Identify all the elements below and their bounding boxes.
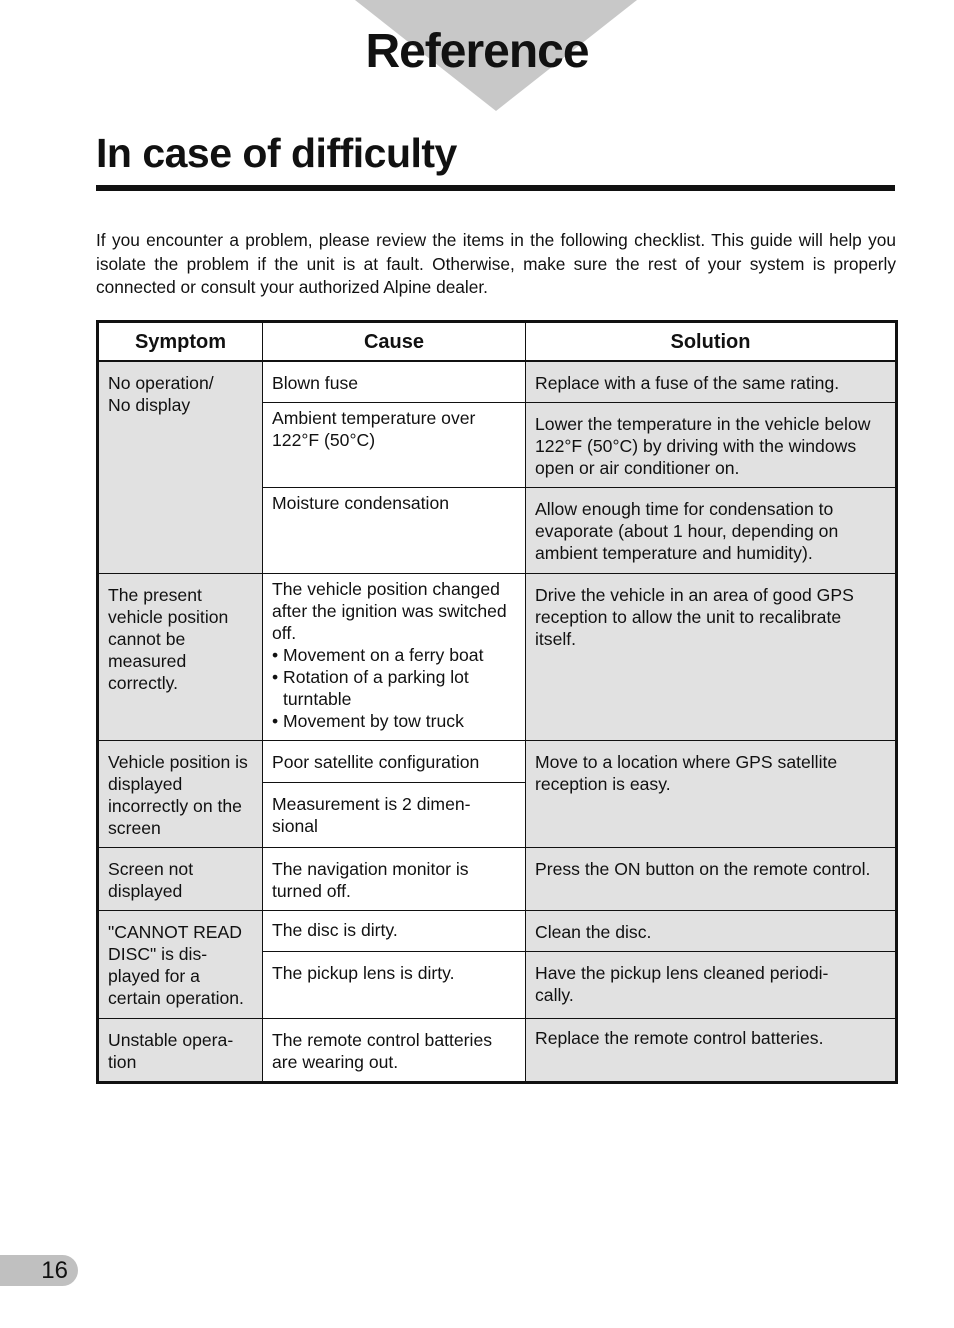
intro-paragraph: If you encounter a problem, please review the items in the following checklist. This guide will help you isolate the problem if the unit is at fault. Otherwise, make sure the rest of your system is properly connected or consult your authorized Alpine dealer. [96,230,896,297]
troubleshooting-table [96,320,898,1084]
cause-cell: The pickup lens is dirty. [263,952,526,1019]
solution-cell: Move to a location where GPS satellite reception is easy. [526,741,897,848]
heading-divider [96,185,895,191]
cause-cell: The disc is dirty. [263,911,526,952]
cause-cell: Moisture condensation [263,488,526,574]
cause-cell: The navigation monitor is turned off. [263,848,526,911]
page-number: 16 [0,1255,78,1286]
symptom-cell: The present vehicle position cannot be measured correctly. [98,574,263,741]
symptom-cell: Screen not displayed [98,848,263,911]
solution-cell: Drive the vehicle in an area of good GPS reception to allow the unit to recalibrate itself. [526,574,897,741]
solution-cell: Replace with a fuse of the same rating. [526,361,897,403]
table-row [98,361,897,403]
solution-cell: Clean the disc. [526,911,897,952]
section-title: Reference [365,25,589,78]
table-row [98,848,897,911]
symptom-cell: Vehicle position is displayed incorrectly on the screen [98,741,263,848]
symptom-column-header: Symptom [98,322,263,362]
table-row [98,741,897,783]
table-row [98,911,897,952]
symptom-cell [98,911,263,1019]
cause-intro: The vehicle position changed after the ignition was switched off. [272,579,507,643]
cause-text: Measurement is 2 dimen- sional [272,794,471,837]
solution-cell [526,952,897,1019]
cause-cell [263,783,526,848]
symptom-cell [98,1019,263,1083]
solution-cell: Replace the remote control batteries. [526,1019,897,1083]
symptom-text: No operation/ No display [108,373,214,415]
cause-cell: The remote control batteries are wearing out. [263,1019,526,1083]
cause-column-header: Cause [263,322,526,362]
cause-bullet: • Movement on a ferry boat [272,644,517,666]
solution-cell: Press the ON button on the remote control. [526,848,897,911]
symptom-cell [98,361,263,574]
solution-column-header: Solution [526,322,897,362]
cause-cell: Blown fuse [263,361,526,403]
cause-cell [263,574,526,741]
cause-bullet: • Rotation of a parking lot turntable [272,666,517,710]
solution-text: Have the pickup lens cleaned periodi- cally. [535,963,829,1005]
solution-cell: Lower the temperature in the vehicle below 122°F (50°C) by driving with the windows open or air conditioner on. [526,403,897,488]
symptom-text: Unstable opera- tion [108,1030,234,1072]
cause-cell: Ambient temperature over 122°F (50°C) [263,403,526,488]
symptom-text: "CANNOT READ DISC" is dis- played for a certain operation. [108,922,244,1008]
page-title: In case of difficulty [96,130,457,176]
cause-bullet-list [272,644,517,732]
solution-cell: Allow enough time for condensation to evaporate (about 1 hour, depending on ambient temperature and humidity). [526,488,897,574]
cause-cell: Poor satellite configuration [263,741,526,783]
table-header-row [98,322,897,362]
table-row [98,574,897,741]
cause-bullet: • Movement by tow truck [272,710,517,732]
table-row [98,1019,897,1083]
